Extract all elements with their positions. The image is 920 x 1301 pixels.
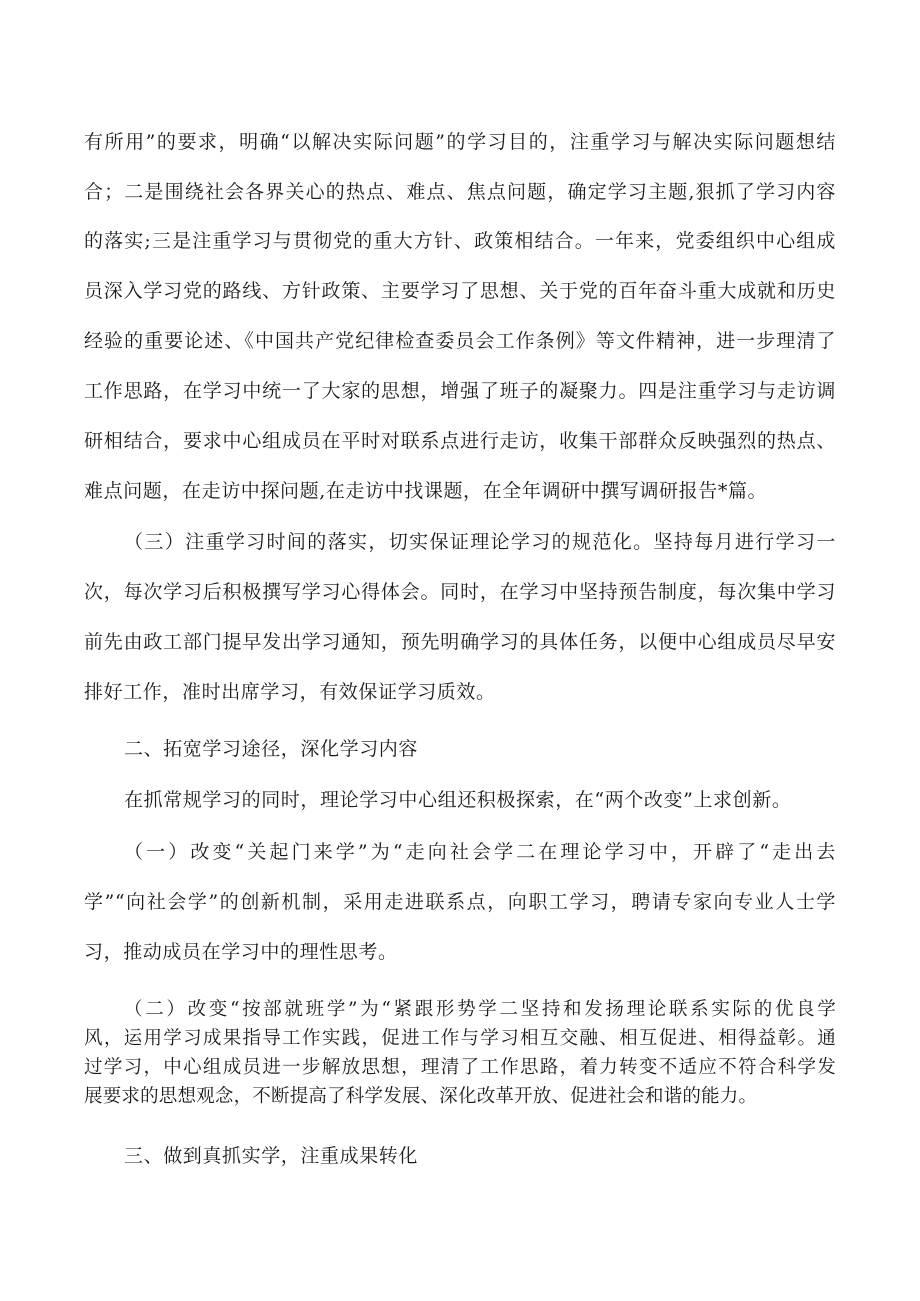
paragraph-5-line-4: 展要求的思想观念，不断提高了科学发展、深化改革开放、促进社会和谐的能力。 bbox=[84, 1086, 758, 1107]
paragraph-1-line-8: 难点问题，在走访中探问题,在走访中找课题，在全年调研中撰写调研报告*篇。 bbox=[84, 480, 768, 502]
paragraph-1-line-7: 研相结合，要求中心组成员在平时对联系点进行走访，收集干部群众反映强烈的热点、 bbox=[84, 430, 836, 452]
paragraph-3: 在抓常规学习的同时，理论学习中心组还积极探索，在“两个改变”上求创新。 bbox=[124, 789, 792, 811]
section-heading-3: 三、做到真抓实学，注重成果转化 bbox=[124, 1145, 419, 1167]
paragraph-1-line-2: 合；二是围绕社会各界关心的热点、难点、焦点问题，确定学习主题,狠抓了学习内容 bbox=[84, 181, 836, 203]
paragraph-2-line-2: 次，每次学习后积极撰写学习心得体会。同时，在学习中坚持预告制度，每次集中学习 bbox=[84, 581, 836, 603]
paragraph-2-line-3: 前先由政工部门提早发出学习通知，预先明确学习的具体任务，以便中心组成员尽早安 bbox=[84, 631, 836, 653]
paragraph-1-line-5: 经验的重要论述、《中国共产党纪律检查委员会工作条例》等文件精神，进一步理清了 bbox=[84, 330, 836, 352]
paragraph-2-line-1: （三）注重学习时间的落实，切实保证理论学习的规范化。坚持每月进行学习一 bbox=[124, 531, 836, 553]
paragraph-5-line-2: 风，运用学习成果指导工作实践，促进工作与学习相互交融、相互促进、相得益彰。通 bbox=[84, 1028, 836, 1049]
section-heading-2: 二、拓宽学习途径，深化学习内容 bbox=[124, 738, 419, 760]
paragraph-2-line-4: 排好工作，准时出席学习，有效保证学习质效。 bbox=[84, 681, 496, 703]
paragraph-1-line-3: 的落实;三是注重学习与贯彻党的重大方针、政策相结合。一年来，党委组织中心组成 bbox=[84, 230, 836, 252]
paragraph-4-line-3: 习，推动成员在学习中的理性思考。 bbox=[84, 941, 398, 963]
paragraph-1-line-1: 有所用”的要求，明确“以解决实际问题”的学习目的，注重学习与解决实际问题想结 bbox=[84, 131, 836, 153]
paragraph-5-line-1: （二）改变“按部就班学”为“紧跟形势学二坚持和发扬理论联系实际的优良学 bbox=[124, 999, 836, 1020]
paragraph-5-line-3: 过学习，中心组成员进一步解放思想，理清了工作思路，着力转变不适应不符合科学发 bbox=[84, 1057, 836, 1078]
paragraph-1-line-4: 员深入学习党的路线、方针政策、主要学习了思想、关于党的百年奋斗重大成就和历史 bbox=[84, 280, 836, 302]
paragraph-4-line-2: 学”“向社会学”的创新机制，采用走进联系点，向职工学习，聘请专家向专业人士学 bbox=[84, 891, 836, 913]
paragraph-1-line-6: 工作思路，在学习中统一了大家的思想，增强了班子的凝聚力。四是注重学习与走访调 bbox=[84, 380, 836, 402]
paragraph-4-line-1: （一）改变“关起门来学”为“走向社会学二在理论学习中，开辟了“走出去 bbox=[124, 841, 836, 863]
